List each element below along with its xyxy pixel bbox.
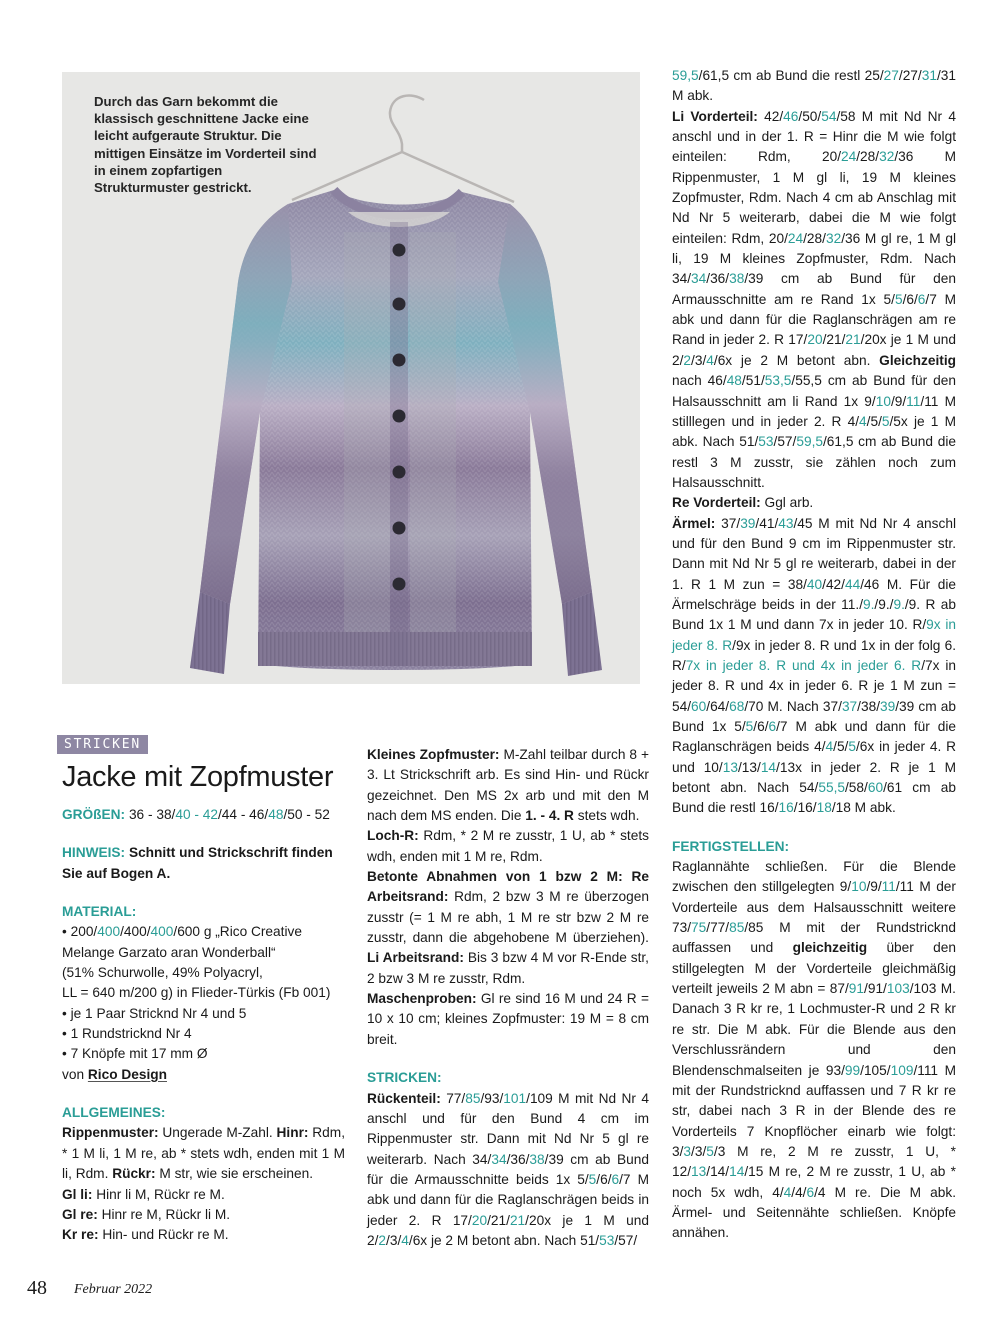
hinweis: HINWEIS: Schnitt und Strickschrift finden Sie auf Bogen A. xyxy=(62,845,333,881)
material-buttons: • 7 Knöpfe mit 17 mm Ø xyxy=(62,1046,208,1062)
allgemeines-heading: ALLGEMEINES: xyxy=(62,1105,166,1121)
section-tag: STRICKEN xyxy=(57,735,148,754)
aermel: Ärmel: 37/39/41/43/45 M mit Nd Nr 4 anschl und für den Bund 9 cm im Rippenmuster str. Dann mit Nd Nr 5 gl re weiterarb, dabei in der 1. R 1 M zun = 38/40/42/44/46 M. Für die Ärmelschräge beids in der 11./9./9./9./9. R ab Bund 1x 1 M und dann 7x in jeder 10. R/9x in jeder 8. R/9x in jeder 8. R und 1x in der folg 6. R/7x in jeder 8. R und 4x in jeder 6. R/7x in jeder 8. R und 4x in jeder 6. R je 1 M zun = 54/60/64/68/70 M. Nach 37/37/38/39/39 cm ab Bund 1x 5/5/6/6/7 M abk und dann für die Raglanschrägen beids 4/4/5/5/6x in jeder 4. R und 10/13/13/14/13x in jeder 2. R je 1 M betont abn. Nach 54/55,5/58/60/61 cm ab Bund die restl 16/16/16/18/18 M abk. xyxy=(672,515,957,816)
product-photo xyxy=(62,72,640,684)
page-number: 48 xyxy=(27,1277,47,1299)
glatt-rechts: Gl re: Hinr re M, Rückr li M. xyxy=(62,1206,231,1222)
fertig-heading: FERTIGSTELLEN: xyxy=(672,838,790,854)
rueckenteil-continued: 59,5/61,5 cm ab Bund die restl 25/27/27/31/31 M abk. xyxy=(672,68,956,104)
fertigstellen: Raglannähte schließen. Für die Blende zwischen den stillgelegten 9/10/9/11/11 M der Vorderteile aus dem Halsausschnitt weitere 73/75/77/85/85 M mit der Rundstricknd auffassen und gleichzeitig über den stillgelegten M der Vorderteile gleichmäßig verteilt jeweils 2 M abn = 87/91/91/103/103 M. Danach 3 R kr re, 1 Lochmuster-R und 2 R kr re str. Die M abk. Für die Blende aus den Verschlussrändern und den Blendenschmalseiten je 93/99/105/109/111 M mit der Rundstricknd auffassen und 7 R kr re str, dabei nach 3 R in der Blende des re Vorderteils 7 Knopflöcher einarb wie folgt: 3/3/3/5/3 M re, 2 M re zusstr, 1 U, * 12/13/14/14/15 M re, 2 M re zusstr, 1 U, ab * noch 5x wdh, 4/4/4/6/4 M re. Die M abk. Ärmel- und Seitennähte schließen. Knöpfe annähen. xyxy=(672,859,956,1241)
issue-date: Februar 2022 xyxy=(74,1282,153,1297)
column-1 xyxy=(62,805,345,1246)
material-length: LL = 640 m/200 g) in Flieder-Türkis (Fb 001) xyxy=(62,985,331,1001)
material-yarn: • 200/400/400/400/600 g „Rico Creative Melange Garzato aran Wonderball“ xyxy=(62,924,302,960)
column-2 xyxy=(367,745,649,1251)
rippenmuster: Rippenmuster: Ungerade M-Zahl. Hinr: Rdm, * 1 M li, 1 M re, ab * stets wdh, enden mit 1 M li, Rdm. Rückr: M str, wie sie erscheinen. xyxy=(62,1125,345,1182)
glatt-links: Gl li: Hinr li M, Rückr re M. xyxy=(62,1186,225,1202)
betonte-abnahmen: Betonte Abnahmen von 1 bzw 2 M: Re Arbeitsrand: Rdm, 2 bzw 3 M re überzogen zusstr (= 1 M re abh, 1 M re str bzw 2 M re zusstr, dann die abgehobene M überziehen). Li Arbeitsrand: Bis 3 bzw 4 M vor R-Ende str, 2 bzw 3 M re zusstr, Rdm. xyxy=(367,869,649,986)
material-needles: • je 1 Paar Stricknd Nr 4 und 5 xyxy=(62,1005,247,1021)
zopfmuster: Kleines Zopfmuster: M-Zahl teilbar durch 8 + 3. Lt Strickschrift arb. Es sind Hin- und Rückr gezeichnet. Den MS 2x arb und mit den M nach dem MS enden. Die 1. - 4. R stets wdh. xyxy=(367,747,649,824)
stricken-heading: STRICKEN: xyxy=(367,1070,442,1086)
page-title: Jacke mit Zopfmuster xyxy=(62,761,334,793)
li-vorderteil: Li Vorderteil: 42/46/50/54/58 M mit Nd Nr 4 anschl und in der 1. R = Hinr die M wie folgt einteilen: Rdm, 20/24/28/32/36 M Rippenmuster, 1 M gl li, 19 M kleines Zopfmuster, Rdm. Nach 4 cm ab Anschlag mit Nd Nr 5 weiterarb, dabei die M wie folgt einteilen: Rdm, 20/24/28/32/36 M gl re, 1 M gl li, 19 M kleines Zopfmuster, Rdm. Nach 34/34/36/38/39 cm ab Bund für den Armausschnitte am re Rand 1x 5/5/6/6/7 M abk und dann für die Raglanschrägen am re Rand in jeder 2. R 17/20/21/21/20x je 1 M und 2/2/3/4/6x je 2 M betont abn. Gleichzeitig nach 46/48/51/53,5/55,5 cm ab Bund für den Halsausschnitt am li Rand 1x 9/10/9/11/11 M stilllegen und in jeder 2. R 4/4/5/5/5x je 1 M abk. Nach 51/53/57/59,5/61,5 cm ab Bund die restl 3 M zusstr, sie zählen noch zum Halsausschnitt. xyxy=(672,108,957,490)
re-vorderteil: Re Vorderteil: Ggl arb. xyxy=(672,495,814,511)
material-composition: (51% Schurwolle, 49% Polyacryl, xyxy=(62,965,263,981)
maschenproben: Maschenproben: Gl re sind 16 M und 24 R = 10 x 10 cm; kleines Zopfmuster: 19 M = 8 cm breit. xyxy=(367,991,649,1047)
column-3 xyxy=(672,66,956,1244)
photo-caption: Durch das Garn bekommt die klassisch geschnittene Jacke eine leicht aufgeraute Struktur. Die mittigen Einsätze im Vorderteil sind in einem zopfartigen Strukturmuster gestrickt. xyxy=(94,94,317,196)
rueckenteil: Rückenteil: 77/85/93/101/109 M mit Nd Nr 4 anschl und für den Bund 4 cm im Rippenmuster str. Dann mit Nd Nr 5 gl re weiterarb. Nach 34/34/36/38/39 cm ab Bund für die Armausschnitte beids 1x 5/5/6/6/7 M abk und dann für die Raglanschrägen beids in jeder 2. R 17/20/21/21/20x je 1 M und 2/2/3/4/6x je 2 M betont abn. Nach 51/53/57/ xyxy=(367,1090,650,1248)
designer-credit: von Rico Design xyxy=(62,1066,167,1082)
material-heading: MATERIAL: xyxy=(62,904,137,920)
lochreihe: Loch-R: Rdm, * 2 M re zusstr, 1 U, ab * stets wdh, enden mit 1 M re, Rdm. xyxy=(367,828,649,864)
sizes: GRÖßEN: 36 - 38/40 - 42/44 - 46/48/50 - 52 xyxy=(62,807,330,822)
material-circular: • 1 Rundstricknd Nr 4 xyxy=(62,1026,192,1042)
kraus-rechts: Kr re: Hin- und Rückr re M. xyxy=(62,1227,229,1243)
